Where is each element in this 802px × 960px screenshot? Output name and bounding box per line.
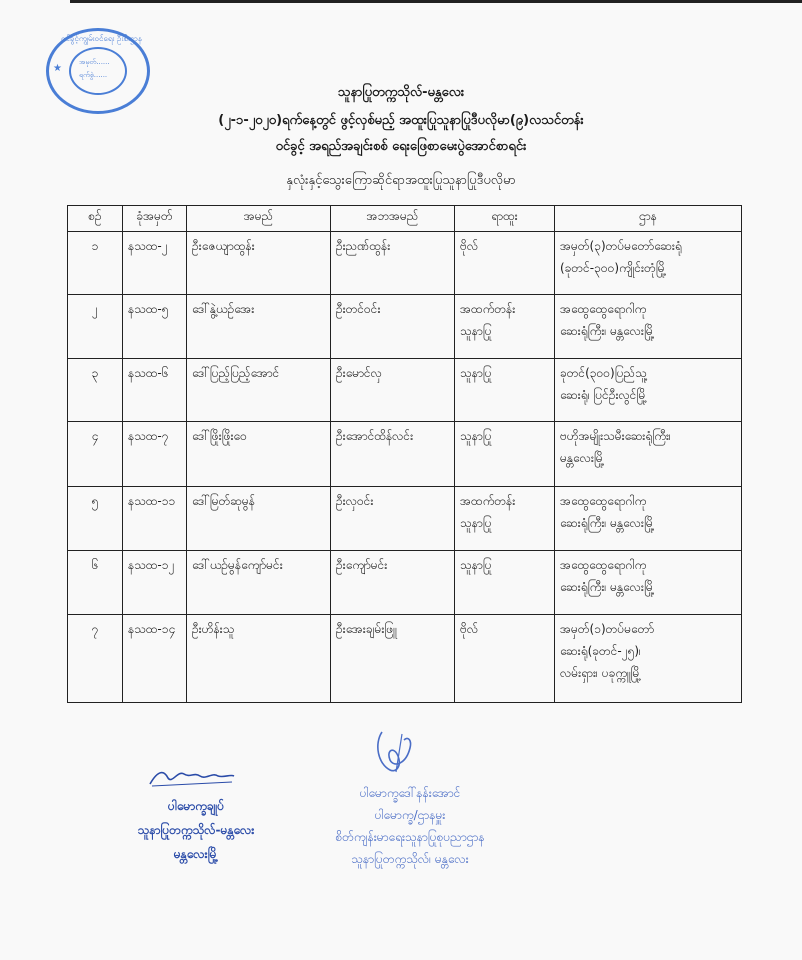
cell-dept-line: အမှတ်(၁)တပ်မတော် [560, 622, 655, 636]
rector-institution: သူနာပြုတက္ကသိုလ်-မန္တလေး [137, 823, 255, 837]
cell-dept [555, 295, 742, 359]
table-row [68, 422, 742, 487]
cell-name: ဒေါ်နွဲ့ယဉ်အေး [187, 295, 331, 359]
rector-signature [146, 764, 236, 788]
cell-dept [555, 422, 742, 487]
cell-name: ဦးဇေယျာထွန်း [187, 232, 331, 295]
col-header-seat: ခုံအမှတ် [123, 206, 187, 232]
signatory-institution: သူနာပြုတက္ကသိုလ်၊ မန္တလေး [351, 852, 469, 866]
cell-dept-line: ဆေးရုံကြီး၊ မန္တလေးမြို့ [560, 516, 655, 530]
signatory-title: ပါမောက္ခ/ဌာနမှူး [374, 808, 446, 822]
cell-name: ဒေါ်မြတ်ဆုမွန် [187, 487, 331, 551]
cell-dept-line: လမ်းရှား၊ ပခုက္ကူမြို့ [560, 666, 642, 680]
cell-dept [555, 232, 742, 295]
star-icon: ★ [53, 63, 62, 74]
table-row [68, 551, 742, 615]
cell-dept-line: အမှတ်(၃)တပ်မတော်ဆေးရုံ [560, 239, 682, 253]
cell-dept-line: အထွေထွေရောဂါကု [560, 494, 647, 508]
seal-date-field: ရက်စွဲ...... [79, 71, 108, 79]
top-border-line [70, 0, 802, 3]
table-row [68, 295, 742, 359]
cell-name: ဒေါ်ဖြိုးဖြိုးဝေ [187, 422, 331, 487]
cell-dept-line: (ခုတင်-၃၀၀)ကျိုင်းတုံမြို့ [560, 261, 667, 275]
cell-rank [455, 487, 555, 551]
specialty-subtitle: နှလုံးနှင့်သွေးကြောဆိုင်ရာအထူးပြုသူနာပြုဒီပလိုမာ [286, 173, 516, 188]
cell-rank-line: သူနာပြု [460, 516, 492, 530]
table-row [68, 487, 742, 551]
cell-father: ဦးအေးချမ်းဖြူ [331, 615, 455, 703]
cell-no: ၁ [68, 232, 123, 295]
course-title: (၂-၁-၂၀၂၀)ရက်နေ့တွင် ဖွင့်လှစ်မည့် အထူးပြုသူနာပြုဒီပလိုမာ(၉)လသင်တန်း [218, 113, 584, 128]
cell-rank [455, 422, 555, 487]
col-header-rank: ရာထူး [455, 206, 555, 232]
cell-dept [555, 615, 742, 703]
table-header-row [68, 206, 742, 232]
cell-dept-line: ဆေးရုံကြီး၊ မန္တလေးမြို့ [560, 580, 655, 594]
result-list-title: ဝင်ခွင့် အရည်အချင်းစစ် ရေးဖြေစာမေးပွဲအောင်စာရင်း [275, 139, 527, 154]
cell-rank-line: ဗိုလ် [460, 239, 479, 253]
cell-no: ၇ [68, 615, 123, 703]
cell-dept-line: ဆေးရုံ၊ ပြင်ဦးလွင်မြို့ [560, 388, 648, 402]
signature-mark [372, 726, 418, 776]
cell-dept [555, 551, 742, 615]
cell-seat: နသထ-၇ [123, 422, 187, 487]
table-row [68, 232, 742, 295]
cell-no: ၆ [68, 551, 123, 615]
cell-dept-line: အထွေထွေရောဂါကု [560, 558, 647, 572]
signatory-name: ပါမောက္ခဒေါ်နန်းအောင် [359, 786, 461, 800]
cell-rank-line: အထက်တန်း [460, 302, 516, 316]
cell-rank [455, 551, 555, 615]
cell-father: ဦးမောင်လှ [331, 359, 455, 422]
cell-no: ၄ [68, 422, 123, 487]
cell-dept [555, 359, 742, 422]
rector-city: မန္တလေးမြို့ [173, 847, 219, 861]
table-row [68, 615, 742, 703]
cell-rank [455, 295, 555, 359]
cell-dept-line: မန္တလေးမြို့ [560, 451, 605, 465]
cell-seat: နသထ-၁၄ [123, 615, 187, 703]
cell-father: ဦးကျော်မင်း [331, 551, 455, 615]
cell-dept [555, 487, 742, 551]
table-row [68, 359, 742, 422]
cell-rank [455, 232, 555, 295]
seal-number-field: အမှတ်...... [79, 58, 110, 66]
seal-ring-text: ဝင်ခွင့်ကျွမ်းဝင်ရေး ဦးစီးဌာန [61, 34, 142, 43]
col-header-father: အဘအမည် [331, 206, 455, 232]
cell-no: ၃ [68, 359, 123, 422]
cell-father: ဦးတင်ဝင်း [331, 295, 455, 359]
col-header-no: စဉ် [68, 206, 123, 232]
signatory-dept: စိတ်ကျန်းမာရေးသူနာပြုစုပညာဌာန [335, 830, 485, 844]
cell-father: ဦးအောင်ထိန်လင်း [331, 422, 455, 487]
results-table [67, 205, 742, 703]
cell-name: ဒေါ်ပြည့်ပြည့်အောင် [187, 359, 331, 422]
cell-rank-line: သူနာပြု [460, 324, 492, 338]
cell-dept-line: ဆေးရုံ(ခုတင်-၂၅)၊ [560, 644, 641, 658]
cell-dept-line: ဗဟိုအမျိုးသမီးဆေးရုံကြီး၊ [560, 429, 671, 443]
cell-rank-line: သူနာပြု [460, 366, 492, 380]
cell-dept-line: ဆေးရုံကြီး၊ မန္တလေးမြို့ [560, 324, 655, 338]
cell-dept-line: အထွေထွေရောဂါကု [560, 302, 647, 316]
rector-stamp-block [116, 794, 276, 866]
cell-seat: နသထ-၆ [123, 359, 187, 422]
cell-seat: နသထ-၁၁ [123, 487, 187, 551]
cell-father: ဦးလှဝင်း [331, 487, 455, 551]
cell-father: ဦးညဏ်ထွန်း [331, 232, 455, 295]
cell-rank-line: သူနာပြု [460, 429, 492, 443]
institution-title: သူနာပြုတက္ကသိုလ်-မန္တလေး [337, 85, 465, 100]
col-header-name: အမည် [187, 206, 331, 232]
cell-rank-line: သူနာပြု [460, 558, 492, 572]
rector-title: ပါမောက္ခချုပ် [167, 799, 225, 813]
col-header-dept: ဌာန [555, 206, 742, 232]
cell-rank-line: ဗိုလ် [460, 622, 479, 636]
cell-seat: နသထ-၁၂ [123, 551, 187, 615]
signatory-right-block [300, 782, 520, 870]
cell-rank [455, 359, 555, 422]
cell-seat: နသထ-၅ [123, 295, 187, 359]
cell-seat: နသထ-၂ [123, 232, 187, 295]
cell-no: ၅ [68, 487, 123, 551]
cell-no: ၂ [68, 295, 123, 359]
cell-name: ဒေါ်ယဉ်မွန်ကျော်မင်း [187, 551, 331, 615]
cell-name: ဦးဟိန်းသူ [187, 615, 331, 703]
cell-rank [455, 615, 555, 703]
cell-dept-line: ခုတင်(၃၀၀)ပြည်သူ့ [560, 366, 647, 380]
cell-rank-line: အထက်တန်း [460, 494, 516, 508]
